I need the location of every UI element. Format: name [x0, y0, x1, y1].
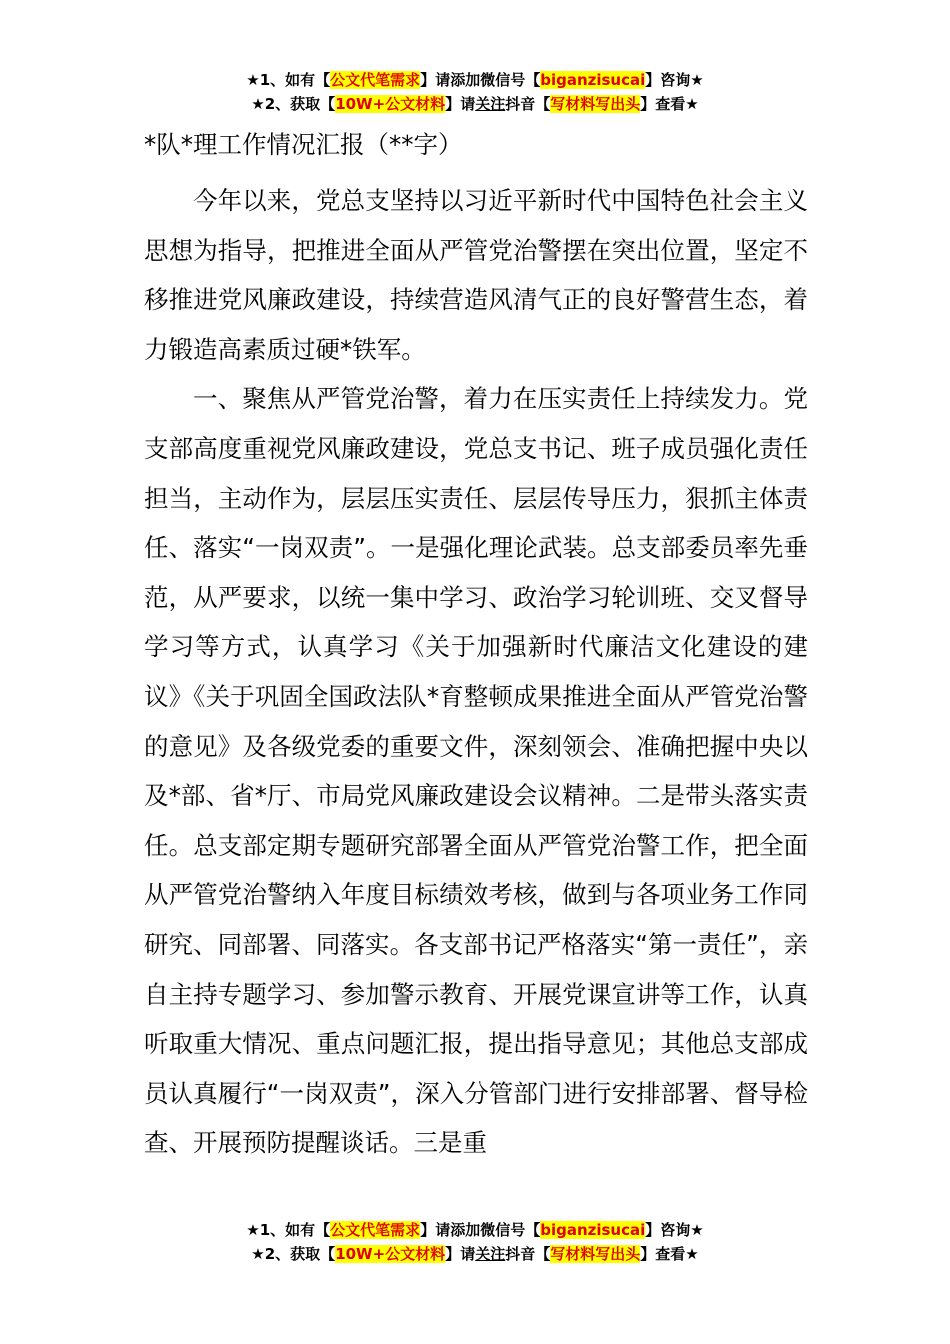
- top-notice: [0, 68, 950, 116]
- notice-line-2: ★2、获取【10W+公文材料】请关注抖音【写材料写出头】查看★: [251, 1245, 699, 1263]
- highlight-writing-service: 公文代笔需求: [330, 71, 421, 89]
- highlight-wechat-id: biganzisucai: [540, 1221, 646, 1239]
- notice-line-2: ★2、获取【10W+公文材料】请关注抖音【写材料写出头】查看★: [251, 95, 699, 113]
- underlined-follow: 关注: [475, 1245, 506, 1263]
- notice-line-1: ★1、如有【公文代笔需求】请添加微信号【biganzisucai】咨询★: [246, 71, 704, 89]
- highlight-douyin-account: 写材料写出头: [550, 95, 641, 113]
- highlight-materials: 10W+公文材料: [335, 1245, 446, 1263]
- highlight-writing-service: 公文代笔需求: [330, 1221, 421, 1239]
- highlight-materials: 10W+公文材料: [335, 95, 446, 113]
- paragraph-section-one: 一、聚焦从严管党治警，着力在压实责任上持续发力。党支部高度重视党风廉政建设，党总支书记、班子成员强化责任担当，主动作为，层层压实责任、层层传导压力，狠抓主体责任、落实“一岗双责”。一是强化理论武装。总支部委员率先垂范，从严要求，以统一集中学习、政治学习轮训班、交叉督导学习等方式，认真学习《关于加强新时代廉洁文化建设的建议》《关于巩固全国政法队*育整顿成果推进全面从严管党治警的意见》及各级党委的重要文件，深刻领会、准确把握中央以及*部、省*厅、市局党风廉政建设会议精神。二是带头落实责任。总支部定期专题研究部署全面从严管党治警工作，把全面从严管党治警纳入年度目标绩效考核，做到与各项业务工作同研究、同部署、同落实。各支部书记严格落实“第一责任”，亲自主持专题学习、参加警示教育、开展党课宣讲等工作，认真听取重大情况、重点问题汇报，提出指导意见；其他总支部成员认真履行“一岗双责”，深入分管部门进行安排部署、督导检查、开展预防提醒谈话。三是重: [144, 384, 808, 1158]
- highlight-douyin-account: 写材料写出头: [550, 1245, 641, 1263]
- bottom-notice: [0, 1218, 950, 1266]
- document-body: [144, 126, 808, 1168]
- highlight-wechat-id: biganzisucai: [540, 71, 646, 89]
- paragraph-intro: 今年以来，党总支坚持以习近平新时代中国特色社会主义思想为指导，把推进全面从严管党治警摆在突出位置，坚定不移推进党风廉政建设，持续营造风清气正的良好警营生态，着力锻造高素质过硬*铁军。: [144, 186, 808, 364]
- document-title: *队*理工作情况汇报（**字）: [144, 130, 463, 159]
- notice-line-1: ★1、如有【公文代笔需求】请添加微信号【biganzisucai】咨询★: [246, 1221, 704, 1239]
- underlined-follow: 关注: [475, 95, 506, 113]
